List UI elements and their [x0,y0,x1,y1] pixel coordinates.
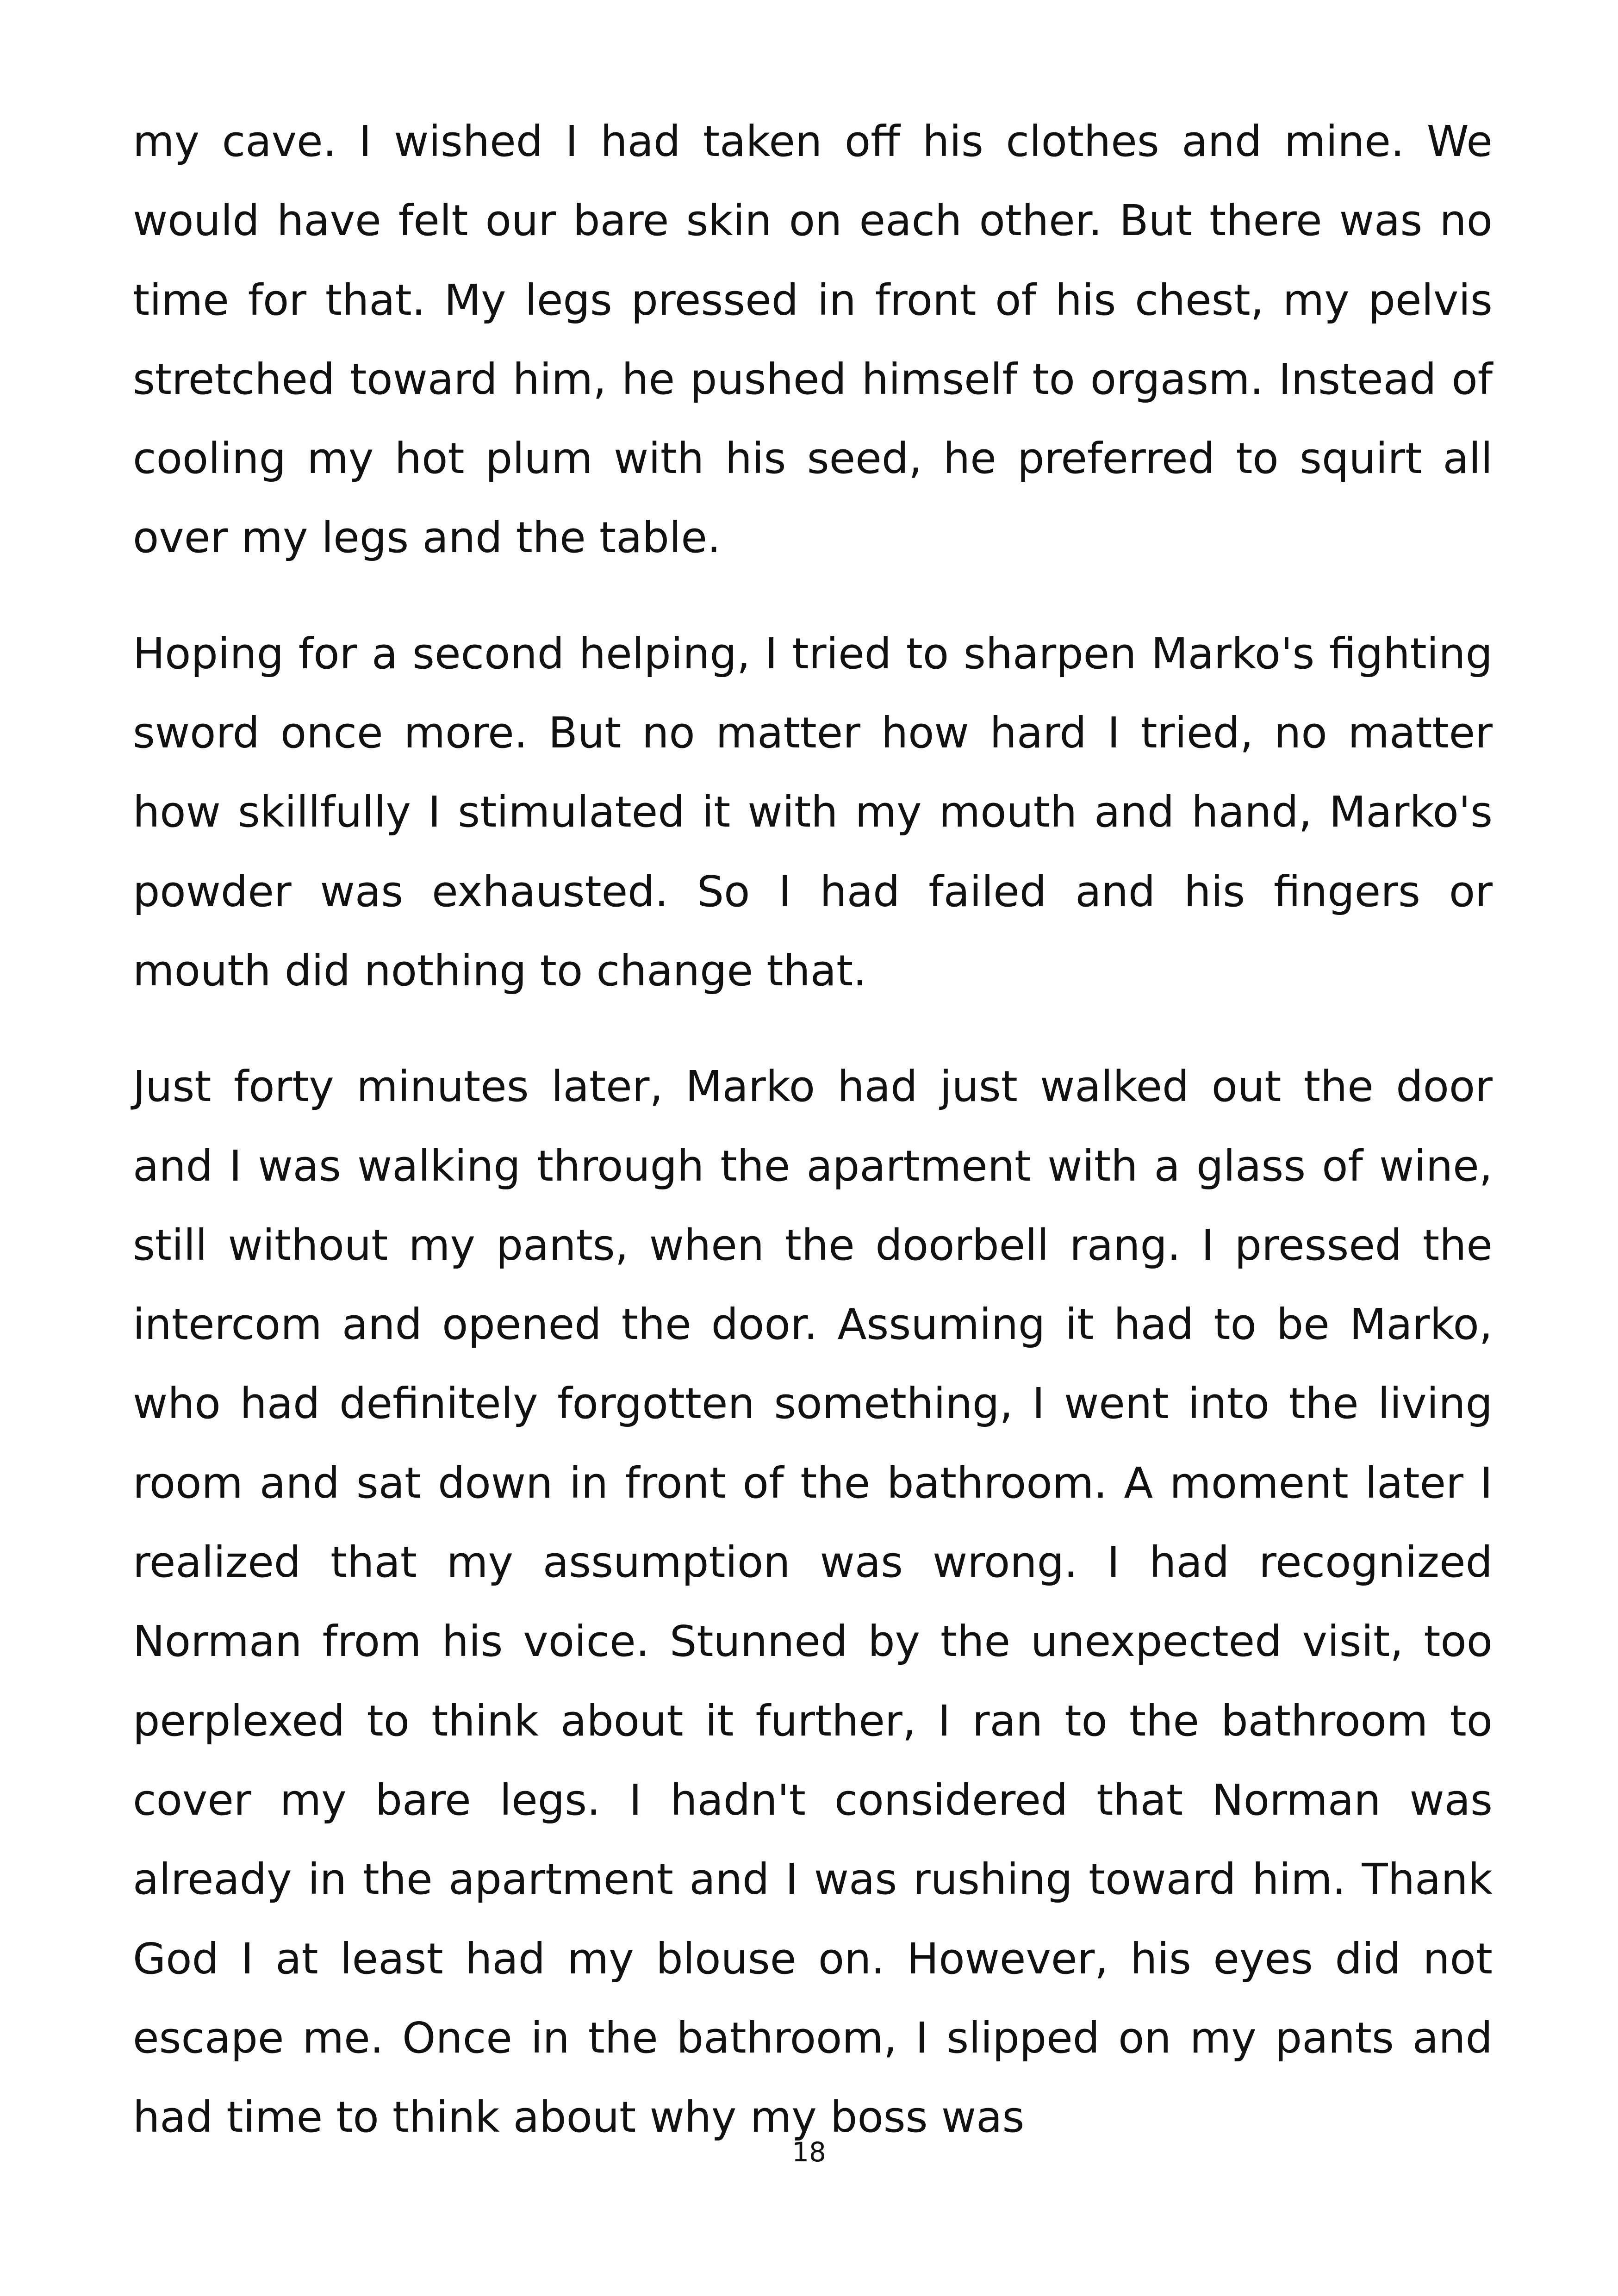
paragraph-2: Hoping for a second helping, I tried to sharpen Marko's fighting sword once more. But no matter how hard I tried, no matter how skillfully I stimulated it with my mouth and hand, Marko's powder was exhausted. So I had failed and his fingers or mouth did nothing to change that. [133,628,1493,996]
page-number: 18 [792,2136,826,2168]
paragraph-3: Just forty minutes later, Marko had just walked out the door and I was walking through the apartment with a glass of wine, still without my pants, when the doorbell rang. I pressed the intercom and opened the door. Assuming it had to be Marko, who had definitely forgotten something, I went into the living room and sat down in front of the bathroom. A moment later I realized that my assumption was wrong. I had recognized Norman from his voice. Stunned by the unexpected visit, too perplexed to think about it further, I ran to the bathroom to cover my bare legs. I hadn't considered that Norman was already in the apartment and I was rushing toward him. Thank God I at least had my blouse on. However, his eyes did not escape me. Once in the bathroom, I slipped on my pants and had time to think about why my boss was [133,1062,1493,2142]
body-text [133,102,1493,2193]
paragraph-1: my cave. I wished I had taken off his clothes and mine. We would have felt our bare skin on each other. But there was no time for that. My legs pressed in front of his chest, my pelvis stretched toward him, he pushed himself to orgasm. Instead of cooling my hot plum with his seed, he preferred to squirt all over my legs and the table. [133,117,1493,563]
